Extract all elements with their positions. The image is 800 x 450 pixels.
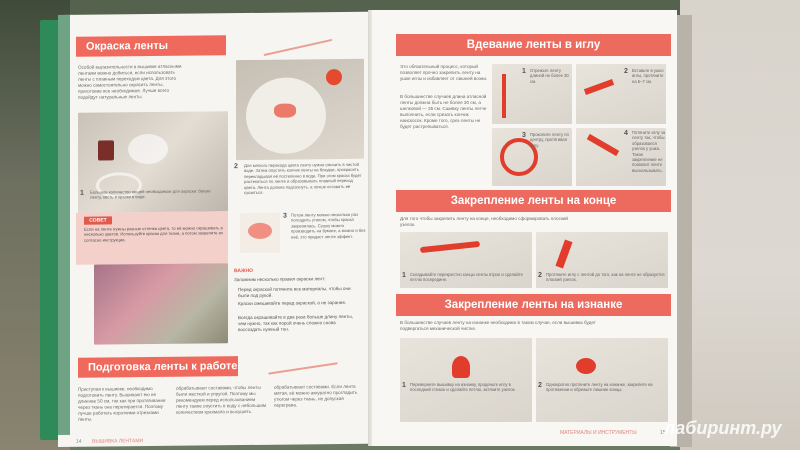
background-right [680,0,800,450]
photo-painting [236,59,364,160]
footer-section: МАТЕРИАЛЫ И ИНСТРУМЕНТЫ [560,430,637,436]
step-number-2: 2 [234,163,238,171]
heading-fix-end: Закрепление ленты на конце [396,190,671,212]
thread-step1-caption: Отрежьте ленту длиной не более 30 см. [530,68,569,84]
pink-ribbon [248,223,272,239]
step3-caption: Потом ленту можно несколько раз погладить утюгом, чтобы краска закрепилась. Сушку можно производить на бумаге, а можно и без неё, это придаст ленте эффект. [291,211,366,240]
paint-jar [98,140,114,160]
ribbon-through-needle [584,79,614,95]
back-step-number-2: 2 [538,382,542,389]
important-bullet-2: Краски смешивайте перед окраской, а не заранее. [238,299,347,307]
dyeing-intro-text: Особой выразительности в вышивке атласными лентами можно добиться, если использовать ленты с плавным переходом цвета. Для этого можно самостоятельно окрасить ленты, приготовив все необходимое. Лучше всего подойдут натуральные ленты. [78,63,182,100]
back-step2-caption: Однократно протяните ленту на изнанке, закрепите на протяжении и обрежьте лишние концы. [546,382,653,393]
fix-end-intro: Для того чтобы закрепить ленту на конце, необходимо сформировать плоский узелок. [400,216,569,227]
page-side-strip [58,15,70,435]
threading-text: В большинстве случаев длина атласной ленты должна быть не более 30 см, а шелковой — 35 см. Сшивку ленты легче выполнить, если срезать кончик наискосок. Кроме того, срез ленты не будет растрепываться. [400,94,487,129]
important-box [234,266,362,343]
heading-prep: Подготовка ленты к работе [78,356,238,378]
ribbon-petal [452,356,470,378]
thread-step4-caption: Потяните иглу за ленту так, чтобы образовался узелок у ушка. Такое закрепление не позволит ленте выскальзывать. [632,130,666,173]
step2-caption: Для мягкого перехода цвета ленту нужно смочить в чистой воде. Затем опустить кончик ленты на блюдце, прокрасить перекладывая её постепенно в воде. При этом краска будет растекаться по ленте и образовывать плавный переход цвета. Лента должна подсохнуть, а лучше оставить её сушиться. [244,161,362,196]
threading-intro: Это обязательный процесс, который позволяет прочно закрепить ленту на ушке иглы и избавляет от лишней возни. [400,64,488,81]
ribbon-knot [587,134,619,156]
needle-decoration-2 [268,362,338,374]
red-paint-jar [326,69,342,85]
important-bullet-3: Всегда окрашивайте в два раза больше длину ленты, чем нужно, так как порой очень сложно снова воссоздать нужный тон. [238,313,353,333]
fix-step2-caption: Протяните иглу с лентой до того, как на ленте не образуется плоский узелок. [546,272,665,283]
step-number-3: 3 [283,212,287,220]
prep-text-col2: обрабатывают составами, чтобы ленты были жесткой и упругой. Поэтому мы рекомендуем перед использованием ленту также опустить в воду с небольшим количеством крахмала и высушить. [176,384,267,415]
right-page [372,10,677,446]
watermark: лабиринт.ру [664,418,782,438]
advice-label: СОВЕТ [84,216,112,224]
advice-box [76,211,228,265]
water-bowl [128,134,168,164]
needle-decoration [264,39,333,56]
step-number-1: 1 [80,189,84,197]
heading-threading: Вдевание ленты в иглу [396,34,671,56]
prep-text-col1: Приступая к вышивке, необходимо подготовить ленту. Вышивают ею не длиннее 50 см, так как при протягивании через ткань она перетирается. Поэтому лучше работать короткими отрезками ленты. [78,386,166,422]
prep-text-col3: обрабатывают составами. Если лента мятая, её можно аккуратно прогладить утюгом через ткань, не допуская перегрева. [274,383,358,408]
footer-title: ВЫШИВКА ЛЕНТАМИ [92,438,144,445]
ribbon-bud [576,358,596,374]
heading-fix-back: Закрепление ленты на изнанке [396,294,671,316]
back-step1-caption: Переверните вышивку на изнанку, проденьте иглу в последний стежок и сделайте петлю, затяните узелок. [410,382,516,393]
fix-step-number-1: 1 [402,272,406,279]
advice-text: Если на ленте нужны разные оттенки цвета, то её можно окрашивать в несколько цветов. Используйте краски для ткани, а потом закрепите их согласно инструкции. [84,225,224,243]
photo-dried-ribbon [240,213,280,253]
page-number-left: 14 [76,438,82,445]
page-number-right: 15 [660,430,666,436]
important-label: ВАЖНО [234,267,253,275]
thread-step-number-1: 1 [522,68,526,75]
thread-step2-caption: Вставьте в ушко иглы, протяните на 5–7 см. [632,68,664,84]
thread-step-number-2: 2 [624,68,628,75]
fix-back-intro: В большинстве случаев ленту на изнанке необходимо в таком случае, если вышивка будет подвергаться механической чистке. [400,320,596,331]
thread-step3-caption: Проколите ленту по центру, протягивая иглу. [530,132,569,148]
fix-step-number-2: 2 [538,272,542,279]
red-ribbon [502,74,506,118]
thread-step-number-3: 3 [522,132,526,139]
photo-dyed-roses [94,263,228,344]
important-bullet-1: Перед окраской потяните все материалы, чтобы они были под рукой. [238,285,351,299]
step1-caption: Большое количество вещей необходимое для окраски: белую ленту, кисть и краски в воде. [90,188,211,201]
ribbon-knot-end [555,239,572,268]
fix-step1-caption: Складывайте перекрестно концы ленты втрое и сделайте петлю посередине. [410,272,523,283]
thread-step-number-4: 4 [624,130,628,137]
heading-dyeing: Окраска ленты [76,35,226,57]
left-page [58,12,376,447]
important-intro: Запомним несколько правил окраски лент: [234,276,326,283]
back-step-number-1: 1 [402,382,406,389]
dyed-ribbon [274,104,296,118]
ribbon-flat [420,241,480,253]
